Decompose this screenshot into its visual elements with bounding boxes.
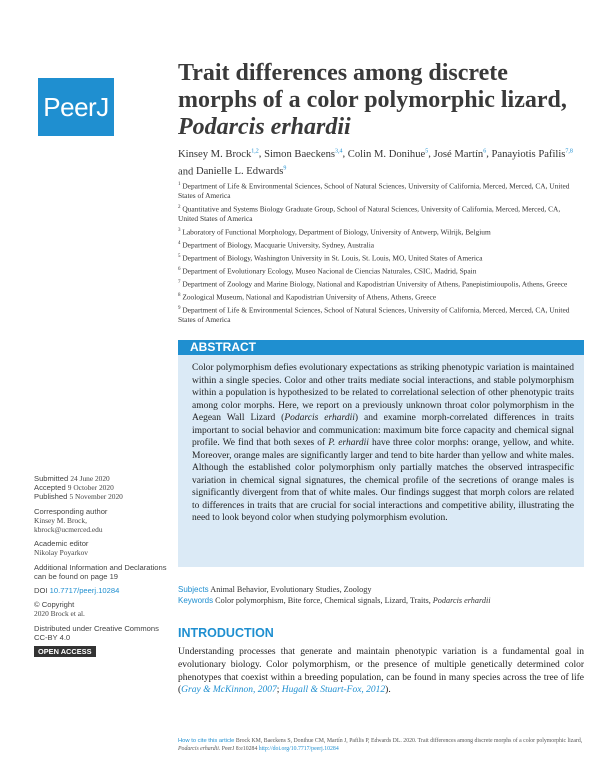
affiliation: $^5$ Department of Biology, Washington University in St. Louis, St. Louis, MO, United States of America [178, 253, 483, 263]
citation-species: Podarcis erhardii [178, 745, 219, 752]
doi-link[interactable]: 10.7717/peerj.10284 [49, 586, 120, 596]
author: Kinsey M. Brock$^{1,2}$ [178, 148, 259, 160]
copyright-holder: 2020 Brock et al. [34, 609, 85, 619]
affiliation: $^8$ Zoological Museum, National and Kapodistrian University of Athens, Athens, Greece [178, 292, 437, 302]
copyright-label: Copyright [41, 600, 75, 610]
author-affiliation-marker: 9 [283, 165, 287, 172]
abstract-part: ) and examine morph-correlated differences in traits important to social behavior and communication: maximum bite force capacity and chemical signal profile. We find that both sexes of [192, 413, 575, 448]
citation-label: How to cite this article [178, 738, 235, 744]
introduction-heading: INTRODUCTION [178, 626, 274, 640]
open-access-badge: OPEN ACCESS [34, 646, 96, 657]
logo-text: PeerJ [43, 91, 109, 122]
species-name: P. erhardii [328, 438, 369, 448]
published-line [34, 492, 174, 501]
subjects-line [178, 584, 584, 595]
published-label: Published [34, 492, 68, 502]
author-affiliation-marker: 1,2 [251, 148, 259, 154]
citation-note [178, 738, 584, 754]
accepted-line [34, 483, 174, 492]
accepted-label: Accepted [34, 483, 66, 493]
affiliation-number: 8 [178, 292, 181, 298]
citation-text: Brock KM, Baeckens S, Donihue CM, Martín J, Pafilis P, Edwards DL. 2020. Trait differences among discrete morphs of a color polymorphic lizard, [235, 738, 583, 744]
keywords-text: Color polymorphism, Bite force, Chemical signals, Lizard, Traits, [215, 596, 433, 605]
citation-journal: . PeerJ 8:e10284 [218, 745, 259, 752]
author: Danielle L. Edwards$^9$ [195, 165, 287, 178]
abstract-text [192, 362, 574, 525]
affiliation-list [178, 180, 578, 327]
affiliation-number: 6 [178, 266, 181, 272]
author-list: Kinsey M. Brock$^{1,2}$, Simon Baeckens$^{3,4}$, Colin M. Donihue$^5$, José Martín$^6$, Panayiotis Pafilis$^{7,8}$ and Danielle L. Edwards$^9$ [178, 148, 573, 178]
affiliation-number: 3 [178, 227, 181, 233]
keywords-label: Keywords [178, 596, 214, 605]
intro-part: ). [385, 685, 391, 696]
reference-link[interactable]: Gray & McKinnon, 2007 [181, 685, 277, 696]
copyright-line [34, 600, 174, 609]
affiliation-number: 7 [178, 279, 181, 285]
academic-editor-label: Academic editor [34, 539, 89, 549]
affiliation-number: 4 [178, 240, 181, 246]
submitted-date: 24 June 2020 [70, 474, 110, 483]
copyright-icon: © [34, 600, 40, 610]
keywords-species: Podarcis erhardii [432, 596, 491, 605]
abstract-part: have three color morphs: orange, yellow, and white. Moreover, orange males are significantly larger and tend to bite harder than yellow and white males. Although the established color polymorphism only partially matches the observed intraspecific variation in chemical signal signatures, the chemical profile of the secretions of orange males is significantly divergent from that of white males. Our findings suggest that morph colors are related to differences in traits that are crucial for social interactions and competitive ability, illustrating the need to look beyond color when studying polymorphism evolution. [192, 438, 574, 523]
peerj-logo [38, 78, 114, 136]
subjects-label: Subjects [178, 585, 209, 594]
title-text: Trait differences among discrete morphs of a color polymorphic lizard, Podarcis erhardii [178, 60, 567, 140]
academic-editor-name: Nikolay Poyarkov [34, 548, 88, 558]
submitted-line [34, 474, 174, 483]
abstract-heading: ABSTRACT [178, 340, 584, 355]
species-name: Podarcis erhardii [284, 413, 355, 423]
abstract-part: Color polymorphism defies evolutionary expectations as striking phenotypic variation is maintained within a single species. Color and other traits mediate social interactions, and stable polymorphism within a population is hypothesized to be related to correlational selection of other phenotypic traits among color morphs. Here, we report on a previously unknown throat color polymorphism in the Aegean Wall Lizard ( [192, 363, 574, 423]
keywords-line [178, 595, 584, 606]
affiliation-number: 9 [178, 305, 181, 311]
author: José Martín$^6$ [433, 148, 487, 160]
affiliation: $^7$ Department of Zoology and Marine Biology, National and Kapodistrian University of Athens, Panepistimioupolis, Athens, Greece [178, 279, 568, 289]
affiliation-number: 1 [178, 182, 181, 187]
submitted-label: Submitted [34, 474, 69, 483]
published-date: 5 November 2020 [69, 492, 123, 502]
affiliation: $^3$ Laboratory of Functional Morphology, Department of Biology, University of Antwerp, Wilrijk, Belgium [178, 227, 491, 237]
corresponding-author-label: Corresponding author [34, 506, 108, 516]
affiliation: $^1$ Department of Life & Environmental Sciences, School of Natural Sciences, University of California, Merced, Merced, CA, United States of America [178, 181, 570, 201]
corresponding-author-email[interactable]: kbrock@ucmerced.edu [34, 525, 103, 535]
author: Colin M. Donihue$^5$ [347, 148, 429, 160]
introduction-text [178, 646, 584, 697]
affiliation-number: 5 [178, 253, 181, 259]
author: Simon Baeckens$^{3,4}$ [264, 148, 343, 160]
author-affiliation-marker: 5 [425, 148, 429, 154]
affiliation-number: 2 [178, 204, 181, 210]
paper-title [178, 60, 578, 141]
corresponding-author-name: Kinsey M. Brock, [34, 515, 87, 525]
affiliation: $^2$ Quantitative and Systems Biology Graduate Group, School of Natural Sciences, University of California, Merced, Merced, CA, United States of America [178, 204, 561, 224]
author-affiliation-marker: 7,8 [565, 148, 573, 154]
license-note: Distributed under Creative Commons CC-BY 4.0 [34, 623, 159, 642]
citation-doi-link[interactable]: http://doi.org/10.7717/peerj.10284 [258, 745, 339, 752]
intro-part: ; [276, 685, 282, 696]
author: Panayiotis Pafilis$^{7,8}$ [491, 148, 573, 160]
affiliation: $^6$ Department of Evolutionary Ecology, Museo Nacional de Ciencias Naturales, CSIC, Madrid, Spain [178, 266, 477, 276]
doi-label: DOI [34, 586, 48, 596]
doi-line [34, 586, 174, 595]
subjects-text: Animal Behavior, Evolutionary Studies, Zoology [210, 585, 372, 594]
subjects-keywords [178, 584, 584, 606]
intro-part: Understanding processes that generate and maintain phenotypic variation is a fundamental goal in evolutionary biology. Color polymorphism, or the presence of multiple genetically determined color phenotypes that coexist within a breeding population, can be found in many species across the tree of life ( [178, 647, 584, 696]
author-affiliation-marker: 6 [483, 148, 487, 154]
additional-info-note: Additional Information and Declarations can be found on page 19 [34, 562, 167, 581]
article-sidebar [34, 474, 174, 657]
title-species: Podarcis erhardii [178, 114, 351, 140]
author-affiliation-marker: 3,4 [335, 148, 343, 154]
affiliation: $^4$ Department of Biology, Macquarie University, Sydney, Australia [178, 240, 375, 250]
accepted-date: 9 October 2020 [67, 483, 114, 493]
reference-link[interactable]: Hugall & Stuart-Fox, 2012 [281, 685, 386, 696]
affiliation: $^9$ Department of Life & Environmental Sciences, School of Natural Sciences, University of California, Merced, Merced, CA, United States of America [178, 305, 570, 325]
